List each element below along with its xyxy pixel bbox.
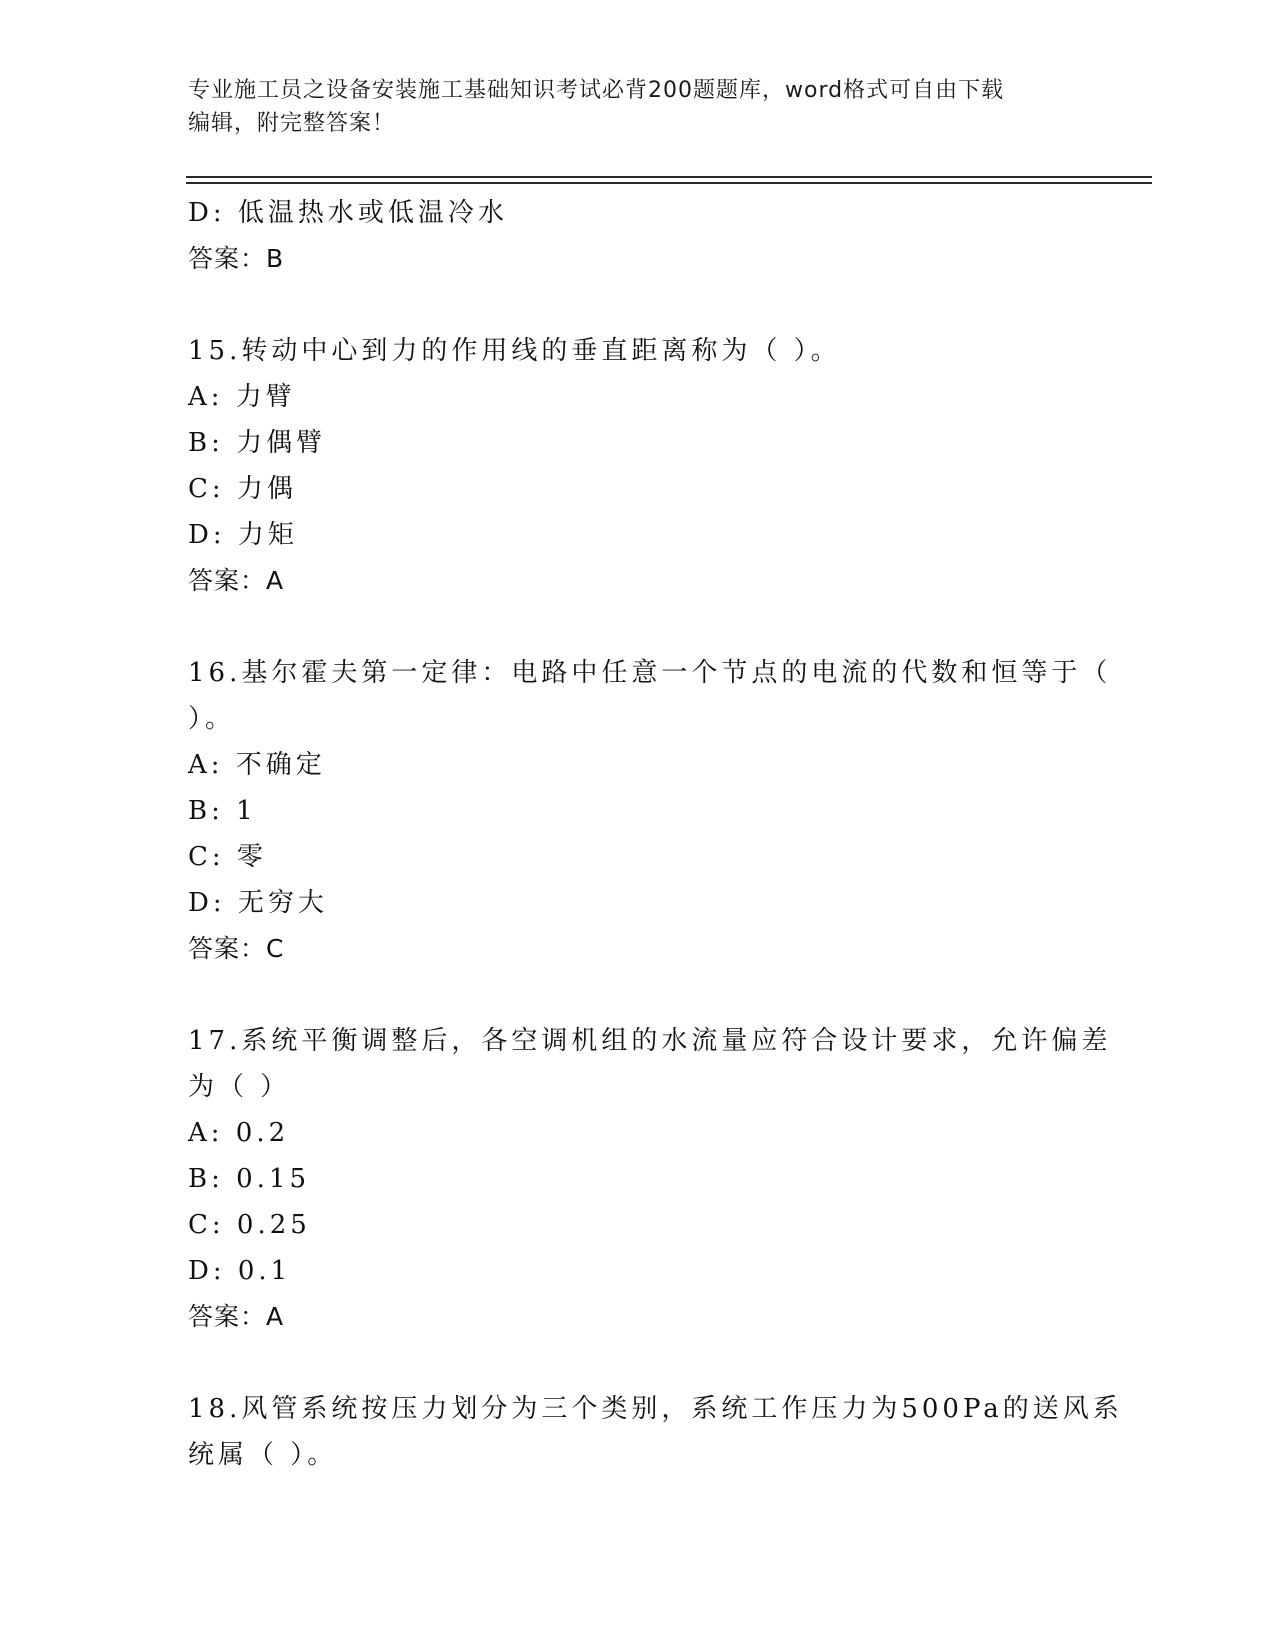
- option-b: B: 力偶臂: [188, 428, 327, 458]
- answer-line: 答案：C: [188, 934, 285, 963]
- question-content: [188, 190, 1123, 1478]
- header-divider-bottom: [186, 182, 1152, 184]
- option-c: C: 力偶: [188, 474, 297, 504]
- question-stem-line-1: 16.基尔霍夫第一定律：电路中任意一个节点的电流的代数和恒等于（: [188, 658, 1112, 688]
- option-d: D: 低温热水或低温冷水: [188, 198, 508, 228]
- option-c: C: 0.25: [188, 1210, 311, 1240]
- option-b: B: 0.15: [188, 1164, 311, 1194]
- question-stem-line-2: 为（ ）: [188, 1072, 291, 1102]
- answer-line: 答案：B: [188, 244, 285, 273]
- option-a: A: 力臂: [188, 382, 296, 412]
- question-stem: 15.转动中心到力的作用线的垂直距离称为（ ）。: [188, 336, 841, 366]
- question-stem-line-2: ）。: [188, 704, 236, 734]
- question-17: [188, 1018, 1112, 1340]
- spacer: [188, 972, 1088, 1018]
- spacer: [188, 1340, 1088, 1386]
- answer-line: 答案：A: [188, 566, 285, 595]
- answer-line: 答案：A: [188, 1302, 285, 1331]
- header-title-line-1: 专业施工员之设备安装施工基础知识考试必背200题题库，word格式可自由下载: [188, 78, 1005, 103]
- header-title-line-2: 编辑，附完整答案！: [188, 111, 396, 136]
- question-stem-line-1: 17.系统平衡调整后，各空调机组的水流量应符合设计要求，允许偏差: [188, 1026, 1112, 1056]
- question-16: [188, 650, 1112, 972]
- option-c: C: 零: [188, 842, 267, 872]
- option-b: B: 1: [188, 796, 257, 826]
- previous-question-tail: [188, 190, 1088, 282]
- option-a: A: 0.2: [188, 1118, 290, 1148]
- question-stem-line-2: 统属（ ）。: [188, 1440, 338, 1470]
- option-d: D: 力矩: [188, 520, 298, 550]
- option-d: D: 0.1: [188, 1256, 292, 1286]
- option-d: D: 无穷大: [188, 888, 328, 918]
- spacer: [188, 604, 1088, 650]
- document-header: [188, 74, 1068, 140]
- spacer: [188, 282, 1088, 328]
- question-stem-line-1: 18.风管系统按压力划分为三个类别，系统工作压力为500Pa的送风系: [188, 1394, 1123, 1424]
- header-divider-top: [186, 176, 1152, 178]
- question-18: [188, 1386, 1123, 1478]
- option-a: A: 不确定: [188, 750, 326, 780]
- question-15: [188, 328, 1088, 604]
